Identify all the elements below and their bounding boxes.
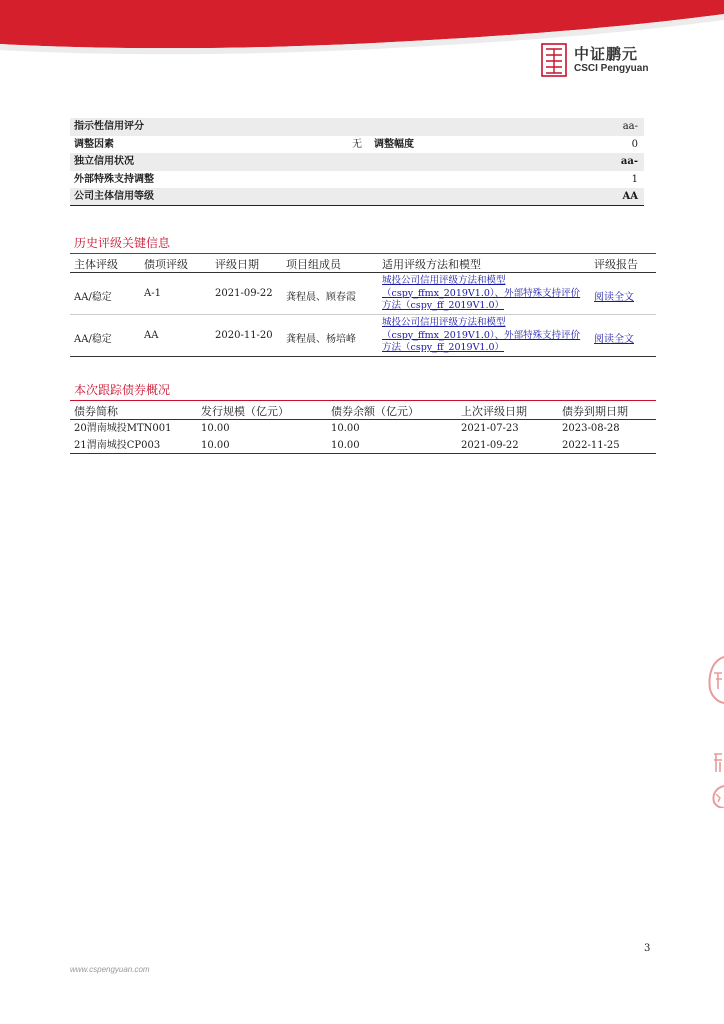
bonds-header: 发行规模（亿元） bbox=[201, 405, 289, 418]
rating-mid-value: 无 bbox=[352, 138, 362, 150]
rating-value: aa- bbox=[620, 156, 638, 167]
bond-last-date: 2021-07-23 bbox=[461, 423, 519, 434]
seal-stamp-icon bbox=[704, 750, 724, 808]
rating-row bbox=[70, 118, 644, 136]
rating-summary-table bbox=[70, 118, 644, 206]
method-link[interactable]: 城投公司信用评级方法和模型（cspy_ffmx_2019V1.0）、外部特殊支持评价方法（cspy_ff_2019V1.0） bbox=[382, 275, 581, 311]
issuer-rating: AA/稳定 bbox=[74, 334, 112, 345]
bond-row bbox=[70, 437, 656, 454]
bond-row bbox=[70, 420, 656, 437]
bond-balance: 10.00 bbox=[331, 423, 360, 434]
bond-name: 21渭南城投CP003 bbox=[74, 440, 161, 451]
history-table bbox=[70, 253, 656, 357]
bond-size: 10.00 bbox=[201, 423, 230, 434]
rating-row bbox=[70, 171, 644, 189]
rating-date: 2021-09-22 bbox=[215, 288, 273, 299]
rating-label: 外部特殊支持调整 bbox=[74, 173, 154, 185]
rating-value: 1 bbox=[631, 173, 638, 185]
history-header: 评级日期 bbox=[215, 258, 259, 271]
rating-mid-label: 调整幅度 bbox=[374, 138, 414, 150]
brand-name-en: CSCI Pengyuan bbox=[574, 63, 649, 74]
bonds-header: 债券到期日期 bbox=[562, 405, 628, 418]
bond-size: 10.00 bbox=[201, 440, 230, 451]
issue-rating: AA bbox=[144, 330, 159, 341]
history-header: 评级报告 bbox=[594, 258, 638, 271]
issuer-rating: AA/稳定 bbox=[74, 292, 112, 303]
rating-label: 调整因素 bbox=[74, 138, 114, 150]
method-link[interactable]: 城投公司信用评级方法和模型（cspy_ffmx_2019V1.0）、外部特殊支持评价方法（cspy_ff_2019V1.0） bbox=[382, 317, 581, 353]
issue-rating: A-1 bbox=[144, 288, 161, 299]
brand-name-cn: 中证鹏元 bbox=[574, 45, 639, 63]
brand-logo-icon bbox=[541, 43, 567, 77]
rating-row bbox=[70, 188, 644, 206]
history-row bbox=[70, 273, 656, 315]
bonds-header-row bbox=[70, 401, 656, 420]
team-members: 龚程晨、杨培峰 bbox=[286, 334, 356, 345]
rating-row bbox=[70, 153, 644, 171]
bond-last-date: 2021-09-22 bbox=[461, 440, 519, 451]
bonds-header: 债券简称 bbox=[74, 405, 118, 418]
seal-stamp-icon bbox=[704, 655, 724, 705]
bonds-header: 债券余额（亿元） bbox=[331, 405, 419, 418]
history-section-title: 历史评级关键信息 bbox=[74, 236, 171, 250]
history-header: 主体评级 bbox=[74, 258, 118, 271]
rating-value: AA bbox=[622, 191, 638, 202]
rating-value: 0 bbox=[631, 138, 638, 150]
rating-row bbox=[70, 136, 644, 154]
rating-label: 指示性信用评分 bbox=[74, 121, 144, 132]
bond-maturity: 2022-11-25 bbox=[562, 440, 620, 451]
team-members: 龚程晨、顾春霞 bbox=[286, 292, 356, 303]
rating-label: 独立信用状况 bbox=[74, 156, 134, 167]
rating-date: 2020-11-20 bbox=[215, 330, 273, 341]
history-header: 适用评级方法和模型 bbox=[382, 258, 481, 271]
bonds-section-title: 本次跟踪债券概况 bbox=[74, 383, 171, 397]
history-header-row bbox=[70, 254, 656, 273]
bond-name: 20渭南城投MTN001 bbox=[74, 423, 172, 434]
history-header: 债项评级 bbox=[144, 258, 188, 271]
page-number: 3 bbox=[644, 943, 651, 954]
bond-maturity: 2023-08-28 bbox=[562, 423, 620, 434]
brand-logo bbox=[541, 43, 651, 77]
footer-url: www.cspengyuan.com bbox=[70, 965, 150, 974]
bonds-table bbox=[70, 400, 656, 454]
read-report-link[interactable]: 阅读全文 bbox=[594, 292, 634, 303]
history-row bbox=[70, 315, 656, 357]
bond-balance: 10.00 bbox=[331, 440, 360, 451]
read-report-link[interactable]: 阅读全文 bbox=[594, 334, 634, 345]
rating-value: aa- bbox=[622, 121, 638, 132]
rating-label: 公司主体信用等级 bbox=[74, 191, 154, 202]
history-header: 项目组成员 bbox=[286, 258, 341, 271]
bonds-header: 上次评级日期 bbox=[461, 405, 527, 418]
